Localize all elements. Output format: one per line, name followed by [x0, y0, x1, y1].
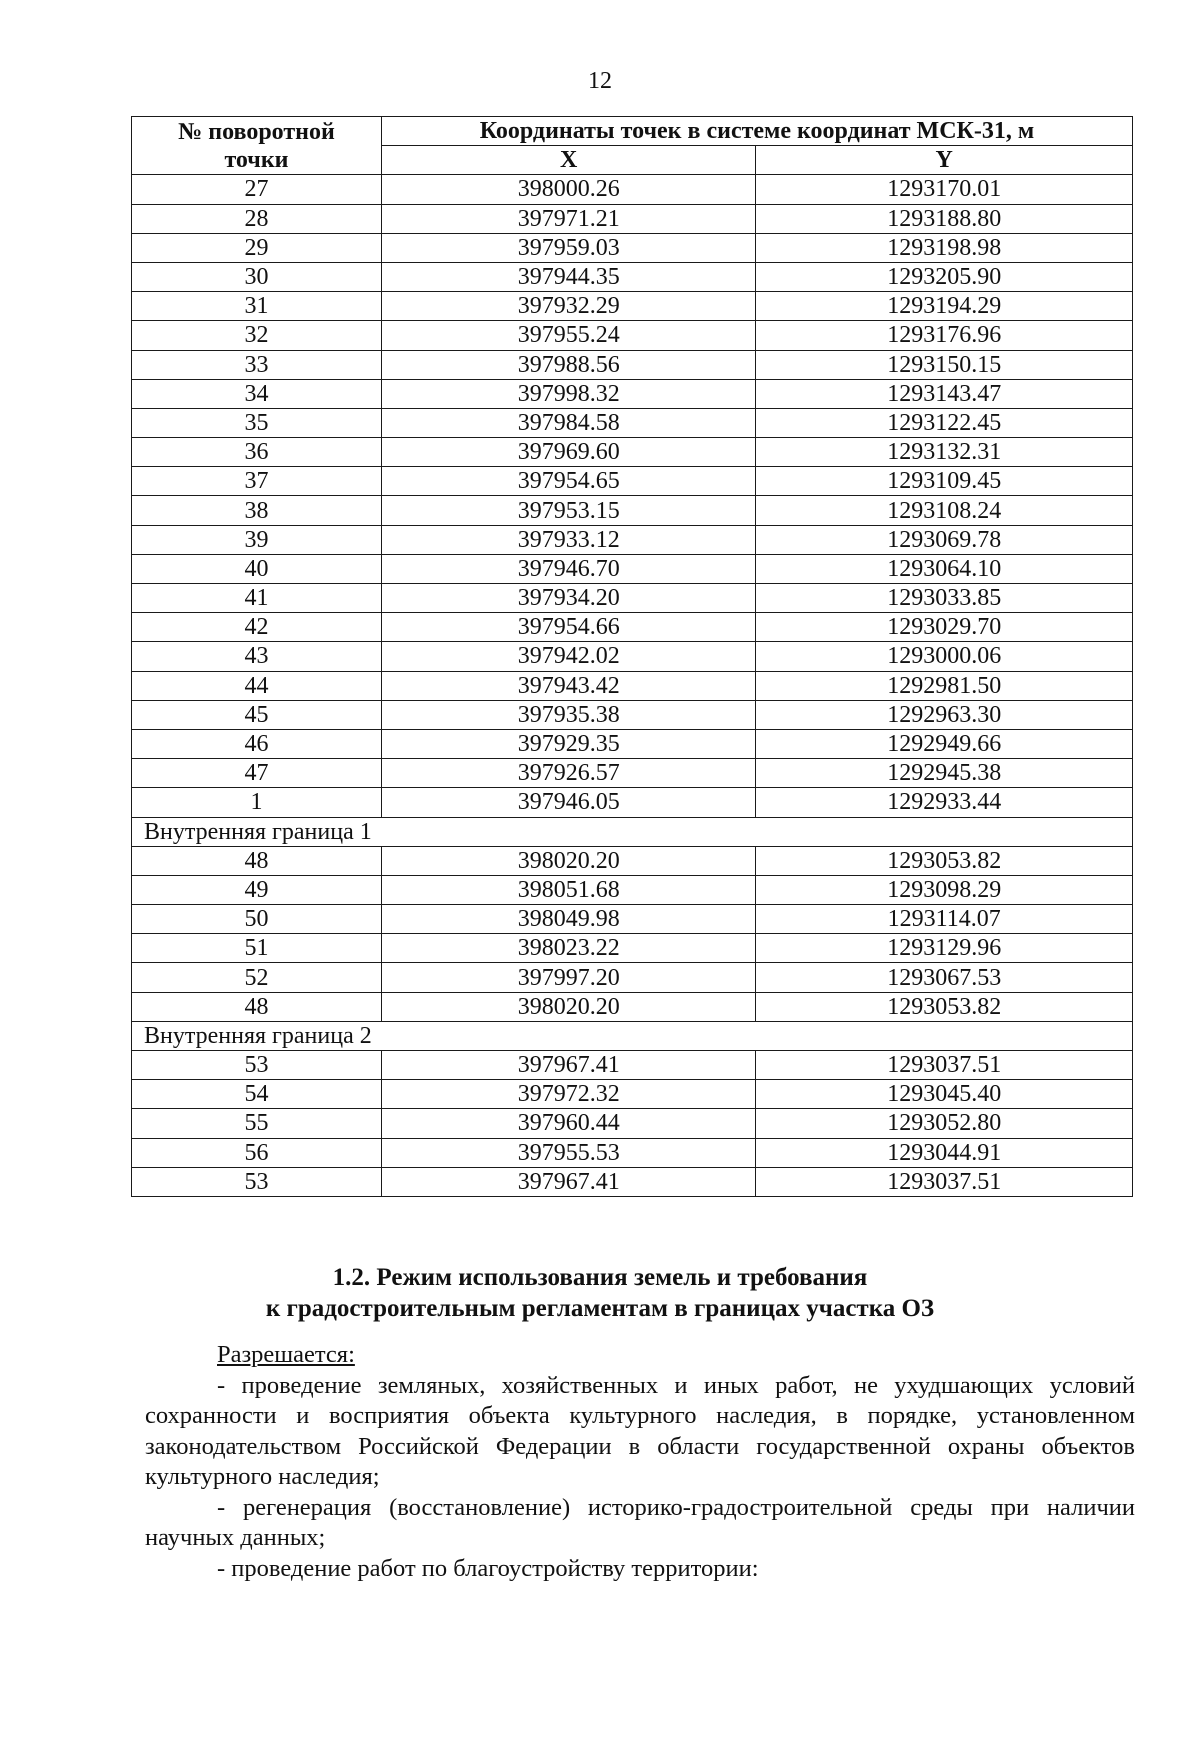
point-number-cell: 52 — [132, 963, 382, 992]
y-coordinate-cell: 1292949.66 — [756, 729, 1133, 758]
table-row — [132, 613, 1133, 642]
point-number-cell: 28 — [132, 204, 382, 233]
y-coordinate-cell: 1293176.96 — [756, 321, 1133, 350]
table-row — [132, 379, 1133, 408]
table-row — [132, 934, 1133, 963]
point-number-cell: 27 — [132, 175, 382, 204]
y-coordinate-cell: 1293044.91 — [756, 1138, 1133, 1167]
x-coordinate-cell: 397935.38 — [381, 700, 755, 729]
point-number-cell: 53 — [132, 1167, 382, 1196]
y-coordinate-cell: 1292963.30 — [756, 700, 1133, 729]
point-number-cell: 45 — [132, 700, 382, 729]
x-coordinate-cell: 397972.32 — [381, 1080, 755, 1109]
table-row — [132, 992, 1133, 1021]
table-row — [132, 408, 1133, 437]
header-x: X — [381, 146, 755, 175]
y-coordinate-cell: 1293045.40 — [756, 1080, 1133, 1109]
point-number-cell: 39 — [132, 525, 382, 554]
y-coordinate-cell: 1293198.98 — [756, 233, 1133, 262]
x-coordinate-cell: 397997.20 — [381, 963, 755, 992]
point-number-cell: 53 — [132, 1051, 382, 1080]
y-coordinate-cell: 1293037.51 — [756, 1051, 1133, 1080]
header-coordinates: Координаты точек в системе координат МСК-31, м — [381, 117, 1132, 146]
point-number-cell: 33 — [132, 350, 382, 379]
section-body — [145, 1340, 1135, 1584]
point-number-cell: 1 — [132, 788, 382, 817]
x-coordinate-cell: 397954.66 — [381, 613, 755, 642]
y-coordinate-cell: 1293067.53 — [756, 963, 1133, 992]
table-row — [132, 1080, 1133, 1109]
table-row — [132, 963, 1133, 992]
x-coordinate-cell: 397984.58 — [381, 408, 755, 437]
x-coordinate-cell: 397998.32 — [381, 379, 755, 408]
y-coordinate-cell: 1293064.10 — [756, 554, 1133, 583]
x-coordinate-cell: 397969.60 — [381, 438, 755, 467]
table-section-label: Внутренняя граница 1 — [132, 817, 382, 846]
table-row — [132, 204, 1133, 233]
x-coordinate-cell: 397954.65 — [381, 467, 755, 496]
point-number-cell: 51 — [132, 934, 382, 963]
table-row — [132, 554, 1133, 583]
x-coordinate-cell: 397967.41 — [381, 1167, 755, 1196]
table-section-empty — [381, 817, 1132, 846]
table-row — [132, 438, 1133, 467]
x-coordinate-cell: 397942.02 — [381, 642, 755, 671]
point-number-cell: 43 — [132, 642, 382, 671]
table-row — [132, 905, 1133, 934]
table-section-row — [132, 817, 1133, 846]
table-section-empty — [381, 1021, 1132, 1050]
y-coordinate-cell: 1293053.82 — [756, 992, 1133, 1021]
y-coordinate-cell: 1293114.07 — [756, 905, 1133, 934]
point-number-cell: 50 — [132, 905, 382, 934]
header-y: Y — [756, 146, 1133, 175]
y-coordinate-cell: 1293205.90 — [756, 262, 1133, 291]
x-coordinate-cell: 397926.57 — [381, 759, 755, 788]
y-coordinate-cell: 1293194.29 — [756, 292, 1133, 321]
x-coordinate-cell: 398020.20 — [381, 992, 755, 1021]
y-coordinate-cell: 1293122.45 — [756, 408, 1133, 437]
x-coordinate-cell: 397960.44 — [381, 1109, 755, 1138]
y-coordinate-cell: 1293109.45 — [756, 467, 1133, 496]
y-coordinate-cell: 1293037.51 — [756, 1167, 1133, 1196]
x-coordinate-cell: 397929.35 — [381, 729, 755, 758]
y-coordinate-cell: 1293188.80 — [756, 204, 1133, 233]
table-row — [132, 1109, 1133, 1138]
x-coordinate-cell: 397934.20 — [381, 584, 755, 613]
point-number-cell: 34 — [132, 379, 382, 408]
x-coordinate-cell: 397943.42 — [381, 671, 755, 700]
x-coordinate-cell: 397955.24 — [381, 321, 755, 350]
allowed-item-3: - проведение работ по благоустройству территории: — [217, 1554, 759, 1582]
allowed-item-2: - регенерация (восстановление) историко-градостроительной среды при наличии научных данных; — [145, 1493, 1135, 1551]
table-row — [132, 584, 1133, 613]
table-row — [132, 262, 1133, 291]
table-row — [132, 642, 1133, 671]
y-coordinate-cell: 1293170.01 — [756, 175, 1133, 204]
point-number-cell: 49 — [132, 875, 382, 904]
x-coordinate-cell: 398049.98 — [381, 905, 755, 934]
x-coordinate-cell: 397932.29 — [381, 292, 755, 321]
y-coordinate-cell: 1293033.85 — [756, 584, 1133, 613]
y-coordinate-cell: 1293143.47 — [756, 379, 1133, 408]
point-number-cell: 56 — [132, 1138, 382, 1167]
y-coordinate-cell: 1293029.70 — [756, 613, 1133, 642]
point-number-cell: 48 — [132, 992, 382, 1021]
x-coordinate-cell: 397955.53 — [381, 1138, 755, 1167]
allowed-label: Разрешается: — [217, 1341, 355, 1368]
y-coordinate-cell: 1292945.38 — [756, 759, 1133, 788]
y-coordinate-cell: 1293098.29 — [756, 875, 1133, 904]
table-row — [132, 1167, 1133, 1196]
coordinates-table — [131, 116, 1133, 1197]
point-number-cell: 54 — [132, 1080, 382, 1109]
point-number-cell: 32 — [132, 321, 382, 350]
point-number-cell: 37 — [132, 467, 382, 496]
y-coordinate-cell: 1293052.80 — [756, 1109, 1133, 1138]
y-coordinate-cell: 1293132.31 — [756, 438, 1133, 467]
x-coordinate-cell: 397946.05 — [381, 788, 755, 817]
table-row — [132, 467, 1133, 496]
section-heading-line-1: 1.2. Режим использования земель и требования — [332, 1264, 868, 1291]
point-number-cell: 31 — [132, 292, 382, 321]
table-row — [132, 496, 1133, 525]
table-row — [132, 759, 1133, 788]
point-number-cell: 44 — [132, 671, 382, 700]
x-coordinate-cell: 397959.03 — [381, 233, 755, 262]
x-coordinate-cell: 397971.21 — [381, 204, 755, 233]
table-section-label: Внутренняя граница 2 — [132, 1021, 382, 1050]
table-row — [132, 846, 1133, 875]
x-coordinate-cell: 398023.22 — [381, 934, 755, 963]
x-coordinate-cell: 397967.41 — [381, 1051, 755, 1080]
point-number-cell: 46 — [132, 729, 382, 758]
y-coordinate-cell: 1293150.15 — [756, 350, 1133, 379]
point-number-cell: 35 — [132, 408, 382, 437]
table-row — [132, 700, 1133, 729]
table-row — [132, 875, 1133, 904]
header-point-number: № поворотной точки — [132, 117, 382, 175]
table-row — [132, 1138, 1133, 1167]
y-coordinate-cell: 1293000.06 — [756, 642, 1133, 671]
point-number-cell: 30 — [132, 262, 382, 291]
point-number-cell: 29 — [132, 233, 382, 262]
table-row — [132, 233, 1133, 262]
table-body — [132, 175, 1133, 1197]
x-coordinate-cell: 398051.68 — [381, 875, 755, 904]
table-row — [132, 292, 1133, 321]
table-row — [132, 321, 1133, 350]
section-heading — [0, 1262, 1200, 1324]
x-coordinate-cell: 398000.26 — [381, 175, 755, 204]
allowed-item-1: - проведение земляных, хозяйственных и иных работ, не ухудшающих условий сохранности и восприятия объекта культурного наследия, в порядке, установленном законодательством Российской Федерации в области государственной охраны объектов культурного наследия; — [145, 1371, 1135, 1490]
table-row — [132, 1051, 1133, 1080]
x-coordinate-cell: 397953.15 — [381, 496, 755, 525]
point-number-cell: 36 — [132, 438, 382, 467]
y-coordinate-cell: 1293108.24 — [756, 496, 1133, 525]
y-coordinate-cell: 1293053.82 — [756, 846, 1133, 875]
table-row — [132, 671, 1133, 700]
page-number: 12 — [588, 68, 612, 94]
point-number-cell: 47 — [132, 759, 382, 788]
point-number-cell: 48 — [132, 846, 382, 875]
x-coordinate-cell: 397933.12 — [381, 525, 755, 554]
y-coordinate-cell: 1292933.44 — [756, 788, 1133, 817]
point-number-cell: 41 — [132, 584, 382, 613]
x-coordinate-cell: 397944.35 — [381, 262, 755, 291]
point-number-cell: 38 — [132, 496, 382, 525]
table-row — [132, 350, 1133, 379]
table-row — [132, 729, 1133, 758]
table-row — [132, 525, 1133, 554]
point-number-cell: 55 — [132, 1109, 382, 1138]
y-coordinate-cell: 1293069.78 — [756, 525, 1133, 554]
section-heading-line-2: к градостроительным регламентам в границах участка ОЗ — [265, 1295, 935, 1322]
y-coordinate-cell: 1293129.96 — [756, 934, 1133, 963]
table-row — [132, 788, 1133, 817]
x-coordinate-cell: 397946.70 — [381, 554, 755, 583]
point-number-cell: 40 — [132, 554, 382, 583]
point-number-cell: 42 — [132, 613, 382, 642]
x-coordinate-cell: 397988.56 — [381, 350, 755, 379]
table-row — [132, 175, 1133, 204]
y-coordinate-cell: 1292981.50 — [756, 671, 1133, 700]
table-section-row — [132, 1021, 1133, 1050]
x-coordinate-cell: 398020.20 — [381, 846, 755, 875]
